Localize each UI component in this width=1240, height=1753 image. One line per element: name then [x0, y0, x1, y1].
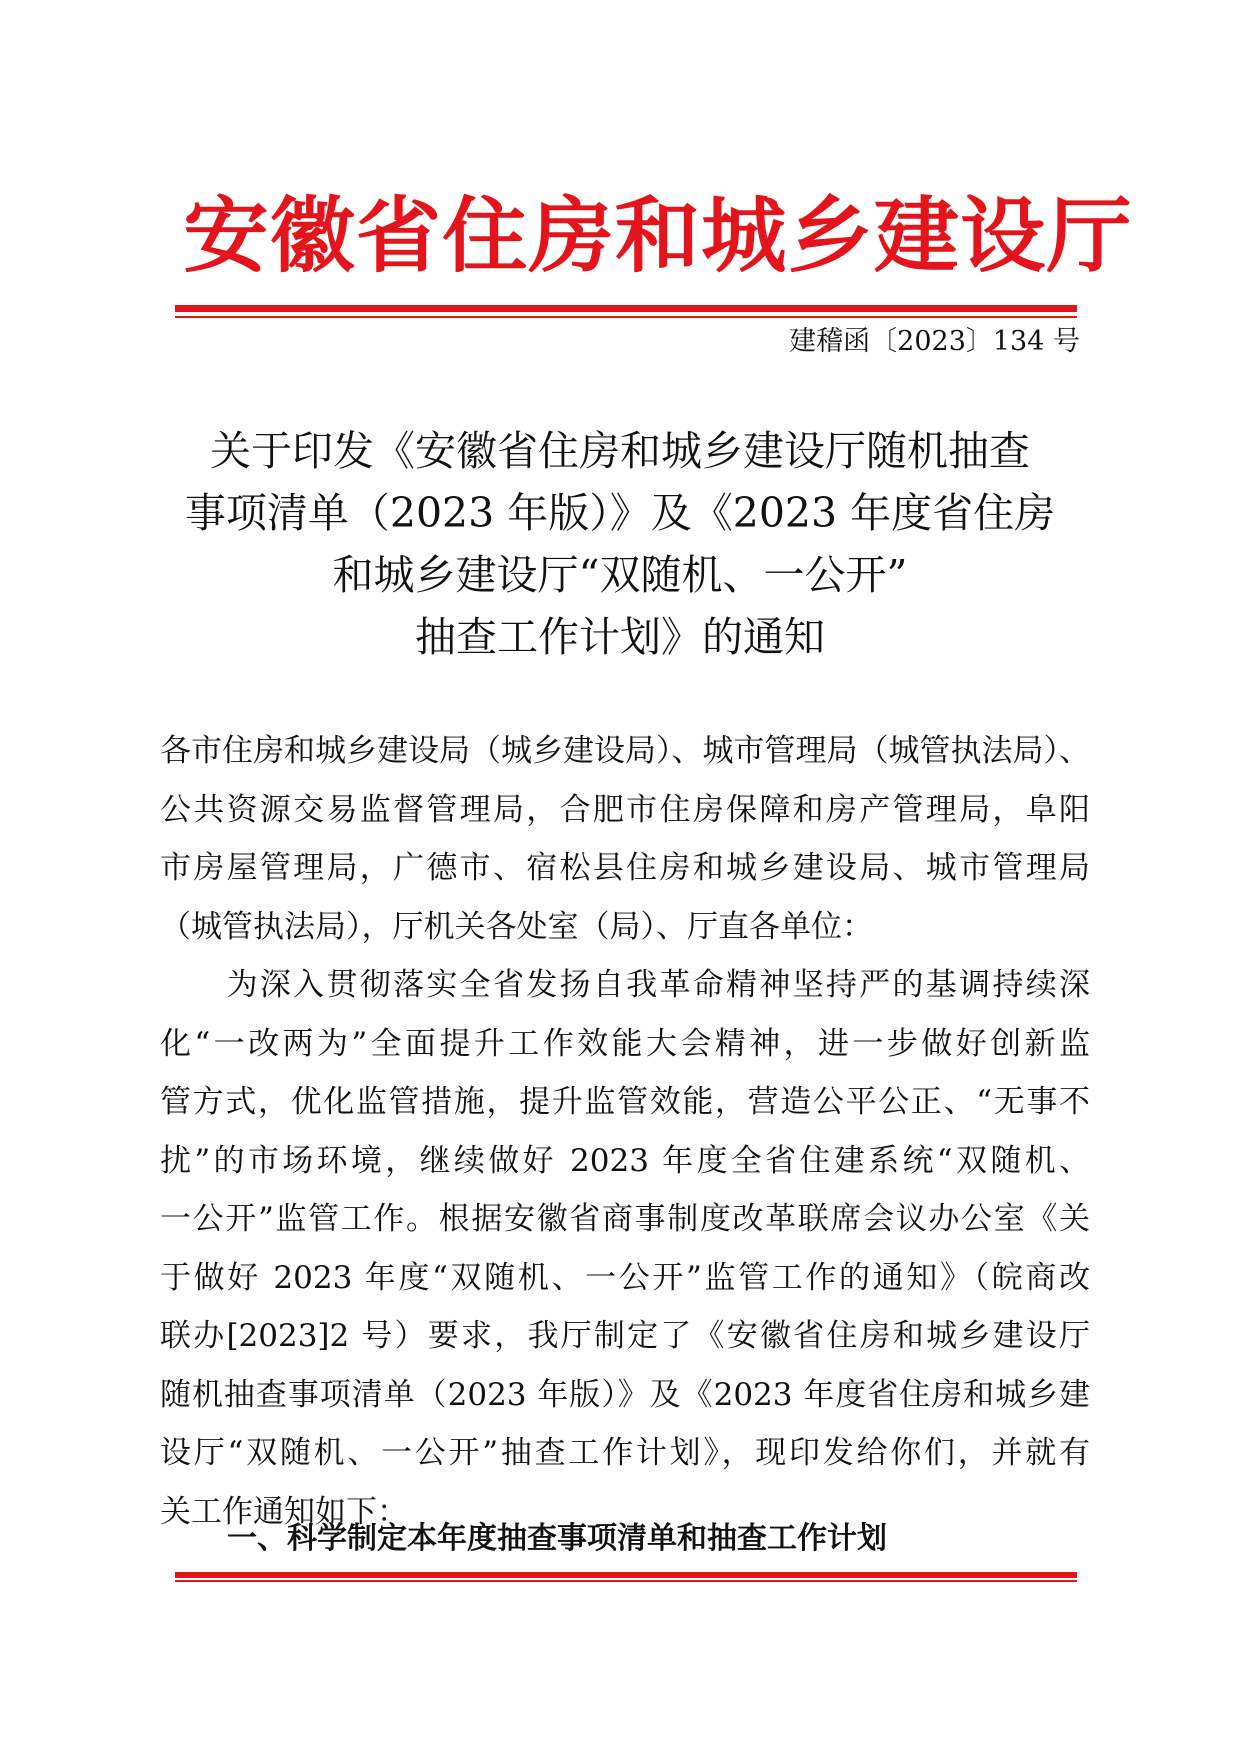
footer-red-rule-thin: [175, 1580, 1077, 1582]
addressee-line: 各市住房和城乡建设局（城乡建设局）、城市管理局（城管执法局）、: [160, 733, 1090, 769]
document-body: [160, 722, 1090, 1541]
section-heading: 一、科学制定本年度抽查事项清单和抽查工作计划: [227, 1521, 887, 1556]
paragraph-line: 设厅“双随机、一公开”抽查工作计划》，现印发给你们，并就有: [160, 1435, 1090, 1471]
paragraph-line: 化“一改两为”全面提升工作效能大会精神，进一步做好创新监: [160, 1025, 1090, 1062]
masthead-red-rule-thick: [175, 305, 1077, 312]
document-number: 建稽函〔2023〕134 号: [789, 326, 1080, 357]
addressee-block: [160, 722, 1090, 956]
paragraph-line: 于做好 2023 年度“双随机、一公开”监管工作的通知》（皖商改: [160, 1259, 1090, 1296]
masthead-org-name: 安徽省住房和城乡建设厅: [183, 189, 1133, 284]
paragraph-line: 联办[2023]2 号）要求，我厅制定了《安徽省住房和城乡建设厅: [160, 1318, 1090, 1354]
paragraph-line: 为深入贯彻落实全省发扬自我革命精神坚持严的基调持续深: [160, 967, 1090, 1003]
paragraph-line: 管方式，优化监管措施，提升监管效能，营造公平公正、“无事不: [160, 1084, 1090, 1120]
paragraph-line: 关工作通知如下：: [160, 1493, 408, 1530]
intro-paragraph: [160, 956, 1090, 1541]
addressee-line: （城管执法局），厅机关各处室（局）、厅直各单位：: [160, 908, 873, 945]
title-line: 抽查工作计划》的通知: [415, 613, 825, 661]
document-title: [150, 420, 1090, 668]
addressee-line: 公共资源交易监督管理局，合肥市住房保障和房产管理局，阜阳: [160, 791, 1090, 828]
masthead-red-rule-thin: [175, 316, 1077, 318]
footer-red-rule-thick: [175, 1572, 1077, 1578]
paragraph-line: 一公开”监管工作。根据安徽省商事制度改革联席会议办公室《关: [160, 1201, 1090, 1237]
title-line: 关于印发《安徽省住房和城乡建设厅随机抽查: [210, 427, 1030, 475]
addressee-line: 市房屋管理局，广德市、宿松县住房和城乡建设局、城市管理局: [160, 850, 1090, 886]
paragraph-line: 随机抽查事项清单（2023 年版）》及《2023 年度省住房和城乡建: [160, 1376, 1090, 1413]
title-line: 事项清单（2023 年版）》及《2023 年度省住房: [184, 489, 1056, 537]
paragraph-line: 扰”的市场环境，继续做好 2023 年度全省住建系统“双随机、: [160, 1142, 1090, 1179]
title-line: 和城乡建设厅“双随机、一公开”: [332, 551, 908, 599]
